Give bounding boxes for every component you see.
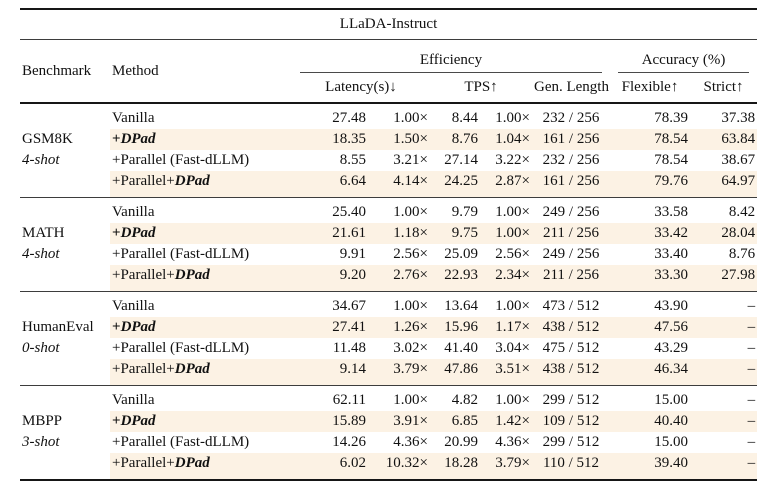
method-text: DPad (120, 413, 156, 429)
table-row (20, 244, 757, 265)
cell-flexible: 79.76 (610, 171, 690, 198)
method-text: +Parallel+ (112, 267, 175, 283)
cell-tps-speedup: 3.22× (495, 152, 530, 168)
table-row (20, 129, 757, 150)
benchmark-spacer (20, 292, 110, 318)
cell-tps: 8.44 (451, 110, 478, 126)
cell-flexible: 43.90 (654, 298, 688, 314)
cell-latency-speedup: 2.56× (393, 246, 428, 262)
col-header-gen-length: Gen. Length (534, 79, 609, 95)
cell-strict: 27.98 (690, 265, 757, 292)
cell-gen-length: 232 / 256 (542, 152, 600, 168)
cell-flexible: 33.58 (654, 204, 688, 220)
cell-latency: 11.48 (332, 340, 366, 356)
cell-strict: 28.04 (690, 223, 757, 244)
benchmark-shots: 4-shot (22, 152, 60, 168)
benchmark-block-humaneval (20, 292, 757, 386)
table-row (20, 265, 757, 292)
cell-strict: 38.67 (721, 152, 756, 168)
cell-latency: 6.02 (292, 453, 368, 480)
cell-method (110, 223, 292, 244)
cell-gen-length: 211 / 256 (532, 265, 610, 292)
method-text: DPad (120, 225, 156, 241)
method-text: DPad (174, 455, 210, 471)
benchmark-name: MATH (22, 225, 65, 241)
cell-latency-speedup: 3.91× (368, 411, 430, 432)
method-text: +Parallel+ (112, 173, 175, 189)
cell-latency: 34.67 (332, 298, 366, 314)
cell-flexible: 39.40 (610, 453, 690, 480)
cell-latency: 21.61 (292, 223, 368, 244)
cell-tps: 15.96 (430, 317, 480, 338)
method-text: +Parallel (Fast-dLLM) (112, 340, 250, 356)
method-text: +Parallel (Fast-dLLM) (112, 246, 250, 262)
benchmark-spacer (20, 171, 110, 198)
table-row (20, 432, 757, 453)
cell-latency-speedup: 2.76× (368, 265, 430, 292)
cell-gen-length: 109 / 512 (532, 411, 610, 432)
col-header-latency: Latency(s)↓ (325, 79, 397, 95)
cell-gen-length: 110 / 512 (532, 453, 610, 480)
cell-tps-speedup: 3.51× (480, 359, 532, 386)
method-text: DPad (174, 173, 210, 189)
benchmark-spacer (20, 265, 110, 292)
cell-gen-length: 211 / 256 (532, 223, 610, 244)
benchmark-name: MBPP (22, 413, 63, 429)
cell-tps: 24.25 (430, 171, 480, 198)
method-text: + (112, 319, 121, 335)
cell-latency-speedup: 1.00× (393, 298, 428, 314)
cell-strict: – (747, 434, 756, 450)
table-row (20, 198, 757, 224)
cell-strict: 8.42 (728, 204, 756, 220)
cell-tps-speedup: 1.00× (495, 204, 530, 220)
cell-latency-speedup: 1.00× (393, 110, 428, 126)
method-text: + (112, 131, 121, 147)
cell-flexible: 78.54 (654, 152, 688, 168)
cell-latency-speedup: 1.18× (368, 223, 430, 244)
table-row (20, 338, 757, 359)
table-row (20, 171, 757, 198)
method-text: +Parallel (Fast-dLLM) (112, 434, 250, 450)
cell-strict: – (747, 340, 756, 356)
cell-flexible: 78.39 (654, 110, 688, 126)
title-row (20, 9, 757, 40)
cell-tps: 8.76 (430, 129, 480, 150)
cell-gen-length: 299 / 512 (542, 392, 600, 408)
cell-tps-speedup: 1.00× (495, 110, 530, 126)
cell-latency: 18.35 (292, 129, 368, 150)
cell-strict: – (690, 453, 757, 480)
cell-tps-speedup: 1.04× (480, 129, 532, 150)
cell-flexible: 40.40 (610, 411, 690, 432)
col-header-flexible: Flexible↑ (621, 79, 679, 95)
method-text: Vanilla (112, 204, 155, 220)
results-table (20, 8, 757, 481)
cell-tps-speedup: 3.79× (480, 453, 532, 480)
cell-tps-speedup: 4.36× (495, 434, 530, 450)
cell-tps: 20.99 (444, 434, 478, 450)
cell-method (110, 265, 292, 292)
cell-method (110, 129, 292, 150)
method-text: Vanilla (112, 298, 155, 314)
benchmark-block-gsm8k (20, 103, 757, 198)
cell-latency-speedup: 1.26× (368, 317, 430, 338)
table-row (20, 223, 757, 244)
col-group-efficiency (292, 40, 610, 74)
benchmark-block-mbpp (20, 386, 757, 481)
cell-flexible: 33.42 (610, 223, 690, 244)
cell-strict: – (747, 298, 756, 314)
cell-tps: 6.85 (430, 411, 480, 432)
cell-tps: 13.64 (444, 298, 478, 314)
method-text: DPad (120, 319, 156, 335)
col-header-tps: TPS↑ (464, 79, 498, 95)
table-row (20, 359, 757, 386)
cell-gen-length: 438 / 512 (532, 317, 610, 338)
efficiency-label: Efficiency (300, 52, 602, 73)
cell-tps: 22.93 (430, 265, 480, 292)
cell-strict: – (747, 392, 756, 408)
cell-flexible: 15.00 (654, 434, 688, 450)
table-row (20, 386, 757, 412)
cell-flexible: 33.40 (654, 246, 688, 262)
benchmark-spacer (20, 453, 110, 480)
cell-tps-speedup: 2.34× (480, 265, 532, 292)
cell-method (110, 198, 292, 224)
method-text: +Parallel+ (112, 455, 175, 471)
cell-latency-speedup: 3.21× (393, 152, 428, 168)
cell-method (110, 453, 292, 480)
benchmark-shots: 4-shot (22, 246, 60, 262)
cell-strict: 64.97 (690, 171, 757, 198)
col-header-strict: Strict↑ (703, 79, 744, 95)
benchmark-spacer (20, 386, 110, 412)
cell-gen-length: 249 / 256 (542, 246, 600, 262)
table-row (20, 317, 757, 338)
cell-tps: 47.86 (430, 359, 480, 386)
cell-gen-length: 249 / 256 (542, 204, 600, 220)
cell-latency: 6.64 (292, 171, 368, 198)
table-row (20, 103, 757, 129)
cell-flexible: 46.34 (610, 359, 690, 386)
table-row (20, 453, 757, 480)
cell-method (110, 317, 292, 338)
method-text: +Parallel (Fast-dLLM) (112, 152, 250, 168)
cell-tps-speedup: 1.00× (495, 298, 530, 314)
cell-method (110, 171, 292, 198)
cell-gen-length: 438 / 512 (532, 359, 610, 386)
cell-tps: 27.14 (444, 152, 478, 168)
cell-flexible: 47.56 (610, 317, 690, 338)
cell-gen-length: 161 / 256 (532, 171, 610, 198)
cell-flexible: 78.54 (610, 129, 690, 150)
cell-latency: 25.40 (332, 204, 366, 220)
cell-method (110, 244, 292, 265)
cell-latency: 27.48 (332, 110, 366, 126)
cell-gen-length: 473 / 512 (542, 298, 600, 314)
cell-tps-speedup: 1.42× (480, 411, 532, 432)
benchmark-name: HumanEval (22, 319, 94, 335)
table-header (20, 9, 757, 103)
col-header-benchmark: Benchmark (22, 62, 92, 79)
cell-method (110, 359, 292, 386)
cell-latency-speedup: 1.50× (368, 129, 430, 150)
col-group-accuracy (610, 40, 757, 74)
benchmark-spacer (20, 198, 110, 224)
cell-method (110, 292, 292, 318)
cell-flexible: 33.30 (610, 265, 690, 292)
cell-latency-speedup: 3.02× (393, 340, 428, 356)
cell-latency: 9.14 (292, 359, 368, 386)
cell-tps: 9.79 (451, 204, 478, 220)
cell-tps-speedup: 1.00× (495, 392, 530, 408)
method-text: + (112, 225, 121, 241)
benchmark-spacer (20, 103, 110, 129)
cell-latency-speedup: 1.00× (393, 204, 428, 220)
benchmark-block-math (20, 198, 757, 292)
cell-latency: 62.11 (332, 392, 366, 408)
accuracy-label: Accuracy (%) (618, 52, 749, 73)
cell-method (110, 386, 292, 412)
cell-latency: 9.20 (292, 265, 368, 292)
method-text: Vanilla (112, 110, 155, 126)
cell-latency: 14.26 (332, 434, 366, 450)
cell-method (110, 103, 292, 129)
cell-strict: 37.38 (721, 110, 756, 126)
cell-tps: 9.75 (430, 223, 480, 244)
method-text: + (112, 413, 121, 429)
cell-latency: 8.55 (339, 152, 366, 168)
method-text: Vanilla (112, 392, 155, 408)
table-row (20, 150, 757, 171)
cell-gen-length: 299 / 512 (542, 434, 600, 450)
cell-gen-length: 232 / 256 (542, 110, 600, 126)
cell-latency-speedup: 1.00× (393, 392, 428, 408)
cell-tps-speedup: 1.00× (480, 223, 532, 244)
cell-tps-speedup: 2.87× (480, 171, 532, 198)
group-header-row (20, 40, 757, 74)
cell-tps: 41.40 (444, 340, 478, 356)
method-text: DPad (174, 267, 210, 283)
cell-method (110, 338, 292, 359)
method-text: +Parallel+ (112, 361, 175, 377)
cell-latency-speedup: 10.32× (368, 453, 430, 480)
cell-latency-speedup: 4.14× (368, 171, 430, 198)
cell-method (110, 411, 292, 432)
table-row (20, 292, 757, 318)
cell-method (110, 432, 292, 453)
cell-latency: 9.91 (339, 246, 366, 262)
cell-gen-length: 475 / 512 (542, 340, 600, 356)
cell-tps: 4.82 (451, 392, 478, 408)
benchmark-spacer (20, 359, 110, 386)
method-text: DPad (174, 361, 210, 377)
cell-strict: 63.84 (690, 129, 757, 150)
cell-latency: 15.89 (292, 411, 368, 432)
cell-latency-speedup: 4.36× (393, 434, 428, 450)
cell-latency: 27.41 (292, 317, 368, 338)
cell-method (110, 150, 292, 171)
col-header-method: Method (112, 62, 159, 79)
benchmark-name: GSM8K (22, 131, 73, 147)
cell-strict: – (690, 317, 757, 338)
cell-flexible: 15.00 (654, 392, 688, 408)
cell-tps: 25.09 (444, 246, 478, 262)
cell-gen-length: 161 / 256 (532, 129, 610, 150)
benchmark-shots: 0-shot (22, 340, 60, 356)
table-row (20, 411, 757, 432)
benchmark-shots: 3-shot (22, 434, 60, 450)
method-text: DPad (120, 131, 156, 147)
cell-strict: – (690, 359, 757, 386)
cell-tps-speedup: 1.17× (480, 317, 532, 338)
cell-tps-speedup: 3.04× (495, 340, 530, 356)
cell-tps-speedup: 2.56× (495, 246, 530, 262)
cell-strict: 8.76 (728, 246, 756, 262)
cell-strict: – (690, 411, 757, 432)
table-title: LLaDA-Instruct (20, 9, 757, 40)
cell-tps: 18.28 (430, 453, 480, 480)
cell-flexible: 43.29 (654, 340, 688, 356)
cell-latency-speedup: 3.79× (368, 359, 430, 386)
